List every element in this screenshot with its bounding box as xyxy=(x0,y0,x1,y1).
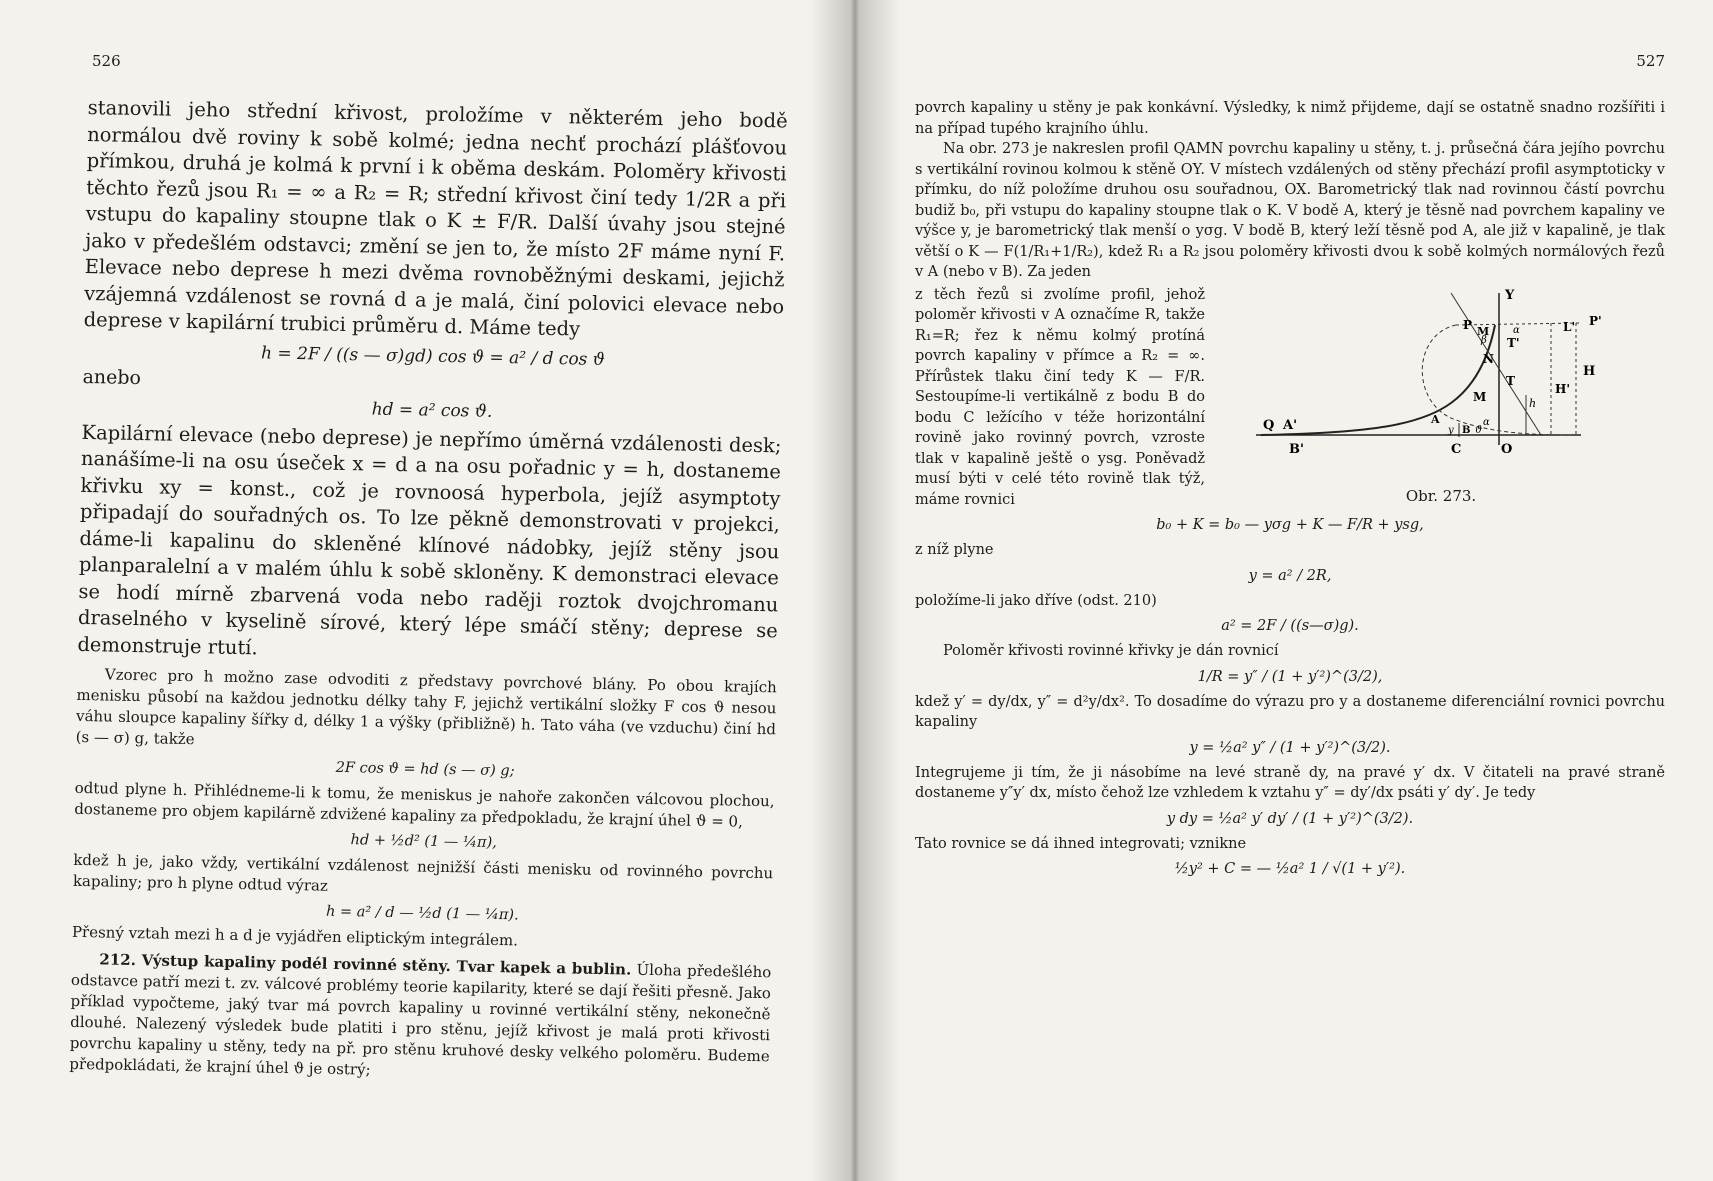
figure-273 xyxy=(1221,285,1661,511)
meniscus-diagram xyxy=(1251,285,1631,485)
figure-label: P xyxy=(1463,317,1473,332)
equation: h = 2F / ((s — σ)gd) cos ϑ = a² / d cos ϑ xyxy=(260,342,606,370)
figure-label: y xyxy=(1448,424,1454,436)
figure-label: L' xyxy=(1563,319,1576,334)
equation: hd = a² cos ϑ. xyxy=(371,399,493,422)
paragraph: kdež y′ = dy/dx, y″ = d²y/dx². To dosadíme do výrazu pro y a dostaneme diferenciální rovnici povrchu kapaliny xyxy=(915,693,1665,730)
section-paragraph xyxy=(69,949,771,1088)
paragraph: povrch kapaliny u stěny je pak konkávní. Výsledky, k nimž přijdeme, dají se ostatně snadno rozšířiti i na případ tupého krajního úhlu. xyxy=(915,100,1665,137)
figure-label: O xyxy=(1501,441,1513,457)
paragraph: Poloměr křivosti rovinné křivky je dán rovnicí xyxy=(943,643,1279,659)
equation: y dy = ½a² y′ dy′ / (1 + y′²)^(3/2). xyxy=(1166,810,1414,827)
figure-label: Q xyxy=(1263,417,1275,433)
right-page-body xyxy=(915,98,1665,884)
figure-label: C xyxy=(1451,441,1462,457)
figure-label: h xyxy=(1529,396,1537,410)
right-page xyxy=(850,0,1713,1181)
left-page-body xyxy=(69,95,788,1088)
figure-label: B' xyxy=(1289,441,1304,457)
paragraph: Kapilární elevace (nebo deprese) je nepřímo úměrná vzdálenosti desk; nanášíme-li na osu úseček x = d a na osu pořadnic y = h, dostaneme křivku xy = konst., což je rovnoosá hyperbola, jejíž asymptoty připadají do souřadných os. To lze pěkně demonstrovati v projekci, dáme-li kapalinu do skleněné klínové nádobky, jejíž stěny jsou planparalelní a v malém úhlu k sobě skloněny. K demonstraci elevace se hodí mírně zbarvená voda nebo raději roztok dvojchromanu draselného v kyselině sírové, který lépe smáčí stěny; deprese se demonstruje rtutí. xyxy=(77,420,782,659)
figure-label: α xyxy=(1513,324,1520,336)
paragraph: z těch řezů si zvolíme profil, jehož poloměr křivosti v A označíme R, takže R₁=R; řez k němu kolmý protíná povrch kapaliny v přímce a R₂ = ∞. Přírůstek tlaku činí tedy K — F/R. Sestoupíme-li vertikálně z bodu B do bodu C ležícího v téže horizontální rovině jako rovinný povrch, vzroste tlak v kapalině ještě o ysg. Poněvadž musí býti v celé této rovině tlak týž, máme rovnici xyxy=(915,286,1205,508)
figure-label: H' xyxy=(1555,381,1571,396)
figure-caption: Obr. 273. xyxy=(1405,486,1477,505)
equation: 2F cos ϑ = hd (s — σ) g; xyxy=(335,759,515,780)
equation: y = a² / 2R, xyxy=(1248,567,1332,584)
figure-label: A' xyxy=(1283,417,1298,433)
section-heading: 212. Výstup kapaliny podél rovinné stěny. Tvar kapek a bublin. xyxy=(99,950,632,979)
figure-label: H xyxy=(1583,363,1596,379)
figure-label: B xyxy=(1462,424,1471,436)
page-number: 526 xyxy=(92,52,121,70)
paragraph: Přesný vztah mezi h a d je vyjádřen eliptickým integrálem. xyxy=(71,922,519,950)
paragraph: z níž plyne xyxy=(915,542,994,558)
equation: h = a² / d — ½d (1 — ¼π). xyxy=(325,903,519,924)
paragraph: stanovili jeho střední křivost, proložíme v některém jeho bodě normálou dvě roviny k sobě kolmé; jedna nechť prochází plášťovou přímkou, druhá je kolmá k první i k oběma deskám. Poloměry křivosti těchto řezů jsou R₁ = ∞ a R₂ = R; střední křivost činí tedy 1/2R a při vstupu do kapaliny stoupne tlak o K ± F/R. Další úvahy jsou stejné jako v předešlém odstavci; změní se jen to, že místo 2F máme nyní F. Elevace nebo deprese h mezi dvěma rovnoběžnými deskami, jejichž vzájemná vzdálenost se rovná d a je malá, činí polovici elevace nebo deprese v kapilární trubici průměru d. Máme tedy xyxy=(83,95,788,341)
equation: y = ½a² y″ / (1 + y′²)^(3/2). xyxy=(1189,739,1391,756)
figure-label: M xyxy=(1473,389,1487,404)
left-page xyxy=(0,0,850,1181)
paragraph: odtud plyne h. Přihlédneme-li k tomu, že meniskus je nahoře zakončen válcovou plochou, dostaneme pro objem kapilárně zdvižené kapaliny za předpokladu, že krajní úhel ϑ = 0, xyxy=(74,778,775,831)
paragraph: Tato rovnice se dá ihned integrovati; vznikne xyxy=(915,835,1247,852)
paragraph: položíme-li jako dříve (odst. 210) xyxy=(915,592,1157,609)
paragraph: kdež h je, jako vždy, vertikální vzdálenost nejnižší části menisku od rovinného povrchu kapaliny; pro h plyne odtud výraz xyxy=(72,850,774,895)
dashed-arc xyxy=(1422,325,1571,435)
page-number: 527 xyxy=(1636,52,1665,70)
figure-label: A xyxy=(1431,412,1440,426)
figure-label: T xyxy=(1506,373,1515,388)
paragraph: Vzorec pro h možno zase odvoditi z představy povrchové blány. Po obou krajích menisku působí na každou jednotku délky tahy F, jejichž vertikální složky F cos ϑ nesou váhu sloupce kapaliny šířky d, délky 1 a výšky (přibližně) h. Tato váha (ve vzduchu) činí hd (s — σ) g, takže xyxy=(75,665,777,749)
equation: hd + ½d² (1 — ¼π), xyxy=(350,832,497,851)
paragraph: Na obr. 273 je nakreslen profil QAMN povrchu kapaliny u stěny, t. j. průsečná čára jejího povrchu s vertikální rovinou kolmou k stěně OY. V místech vzdálených od stěny přechází profil asymptoticky v přímku, do níž položíme druhou osu souřadnou, OX. Barometrický tlak nad rovinnou částí povrchu budiž b₀, při vstupu do kapaliny stoupne tlak o K. V bodě A, který je těsně nad povrchem kapaliny ve výšce y, je barometrický tlak menší o yσg. V bodě B, který leží těsně pod A, ale již v kapalině, je tlak větší o K — F(1/R₁+1/R₂), kdež R₁ a R₂ jsou poloměry křivosti dvou k sobě kolmých normálových řezů v A (nebo v B). Za jeden xyxy=(915,141,1665,280)
figure-label: β xyxy=(1481,334,1487,346)
figure-label: ϑ xyxy=(1475,424,1483,436)
equation: a² = 2F / ((s—σ)g). xyxy=(1221,618,1359,634)
figure-label: α xyxy=(1483,416,1490,428)
figure-label: N xyxy=(1483,351,1494,366)
equation: 1/R = y″ / (1 + y′²)^(3/2), xyxy=(1197,668,1383,685)
figure-label: P' xyxy=(1589,313,1602,328)
paragraph: Úloha předešlého odstavce patří mezi t. zv. válcové problémy teorie kapilarity, které se dají řešiti přesně. Jako příklad vypočteme, jaký tvar má povrch kapaliny u rovinné vertikální stěny, nekonečně dlouhé. Nalezený výsledek bude platiti i pro stěnu, jejíž křivost je malá proti křivosti povrchu kapaliny u stěny, tedy na př. pro stěnu kruhové desky velkého poloměru. Budeme předpokládati, že krajní úhel ϑ je ostrý; xyxy=(69,960,772,1079)
equation: ½y² + C = — ½a² 1 / √(1 + y′²). xyxy=(1174,861,1406,877)
figure-block xyxy=(915,285,1665,511)
figure-label: M xyxy=(1477,324,1490,338)
paragraph: Integrujeme ji tím, že ji násobíme na levé straně dy, na pravé y′ dx. V čitateli na pravé straně dostaneme y″y′ dx, místo čehož lze vzhledem k vztahu y″ = dy′/dx psáti y′ dy′. Je tedy xyxy=(915,764,1665,801)
figure-label: T' xyxy=(1507,335,1520,350)
tangent-line xyxy=(1451,293,1541,435)
figure-label: Y xyxy=(1505,287,1515,303)
equation-connector: anebo xyxy=(82,365,142,389)
equation: b₀ + K = b₀ — yσg + K — F/R + ysg, xyxy=(1156,517,1424,533)
